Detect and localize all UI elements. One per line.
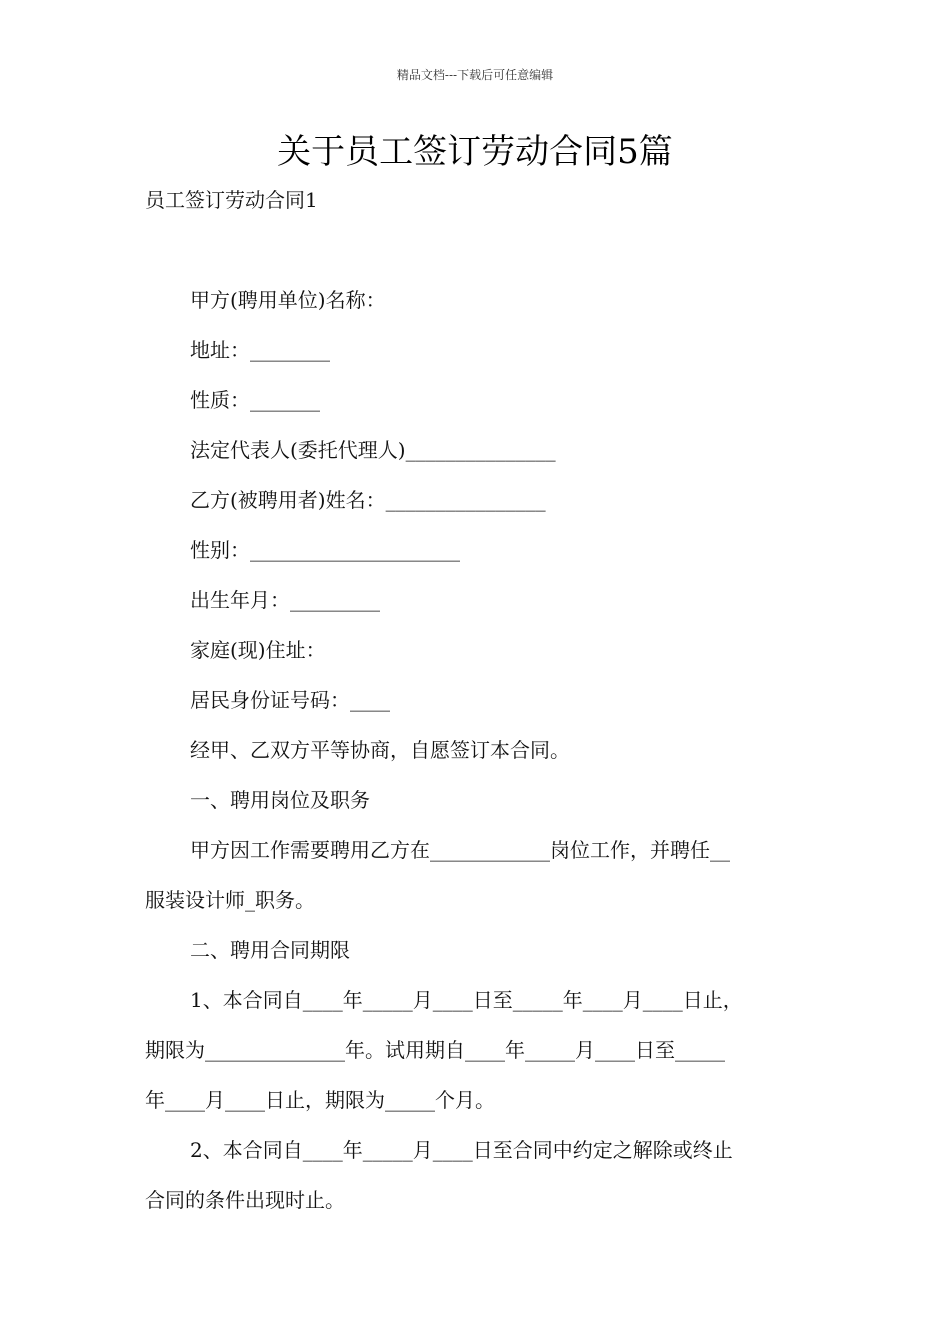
section-subtitle: 员工签订劳动合同1	[145, 188, 318, 212]
paragraph-line: 甲方因工作需要聘用乙方在____________岗位工作，并聘任__	[190, 838, 730, 862]
paragraph-line: 1、本合同自____年_____月____日至_____年____月____日止，	[190, 988, 743, 1012]
paragraph-line: 合同的条件出现时止。	[145, 1188, 345, 1212]
section-heading-position: 一、聘用岗位及职务	[190, 788, 370, 812]
paragraph-line: 期限为______________年。试用期自____年_____月____日至_____	[145, 1038, 725, 1062]
document-title: 关于员工签订劳动合同5篇	[277, 132, 673, 172]
page-header-note: 精品文档---下载后可任意编辑	[396, 68, 554, 82]
id-number-line: 居民身份证号码：____	[190, 688, 390, 712]
birth-date-line: 出生年月：_________	[190, 588, 380, 612]
nature-line: 性质：_______	[190, 388, 320, 412]
paragraph-line: 服装设计师_职务。	[145, 888, 315, 912]
paragraph-line: 年____月____日止，期限为_____个月。	[145, 1088, 495, 1112]
paragraph-line: 2、本合同自____年_____月____日至合同中约定之解除或终止	[190, 1138, 733, 1162]
agreement-statement: 经甲、乙双方平等协商，自愿签订本合同。	[190, 738, 570, 762]
party-b-name-line: 乙方(被聘用者)姓名：________________	[190, 488, 546, 512]
address-line: 地址：________	[190, 338, 330, 362]
party-a-name-line: 甲方(聘用单位)名称：	[190, 288, 386, 312]
section-heading-term: 二、聘用合同期限	[190, 938, 350, 962]
legal-representative-line: 法定代表人(委托代理人)_______________	[190, 438, 556, 462]
gender-line: 性别：_____________________	[190, 538, 460, 562]
home-address-line: 家庭(现)住址：	[190, 638, 326, 662]
